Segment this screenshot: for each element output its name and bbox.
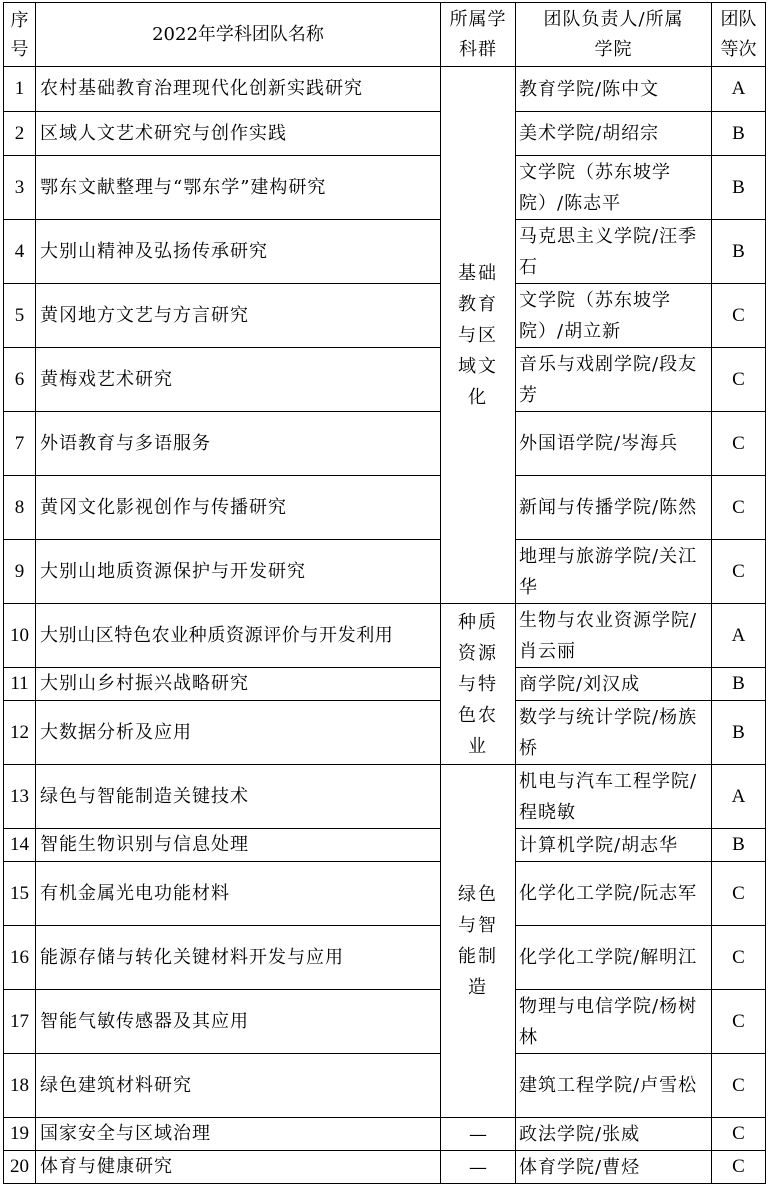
row-grade: A bbox=[712, 604, 766, 668]
row-leader: 计算机学院/胡志华 bbox=[516, 829, 712, 862]
row-leader: 机电与汽车工程学院/程晓敏 bbox=[516, 765, 712, 829]
table-row bbox=[4, 476, 766, 540]
row-leader: 体育学院/曹烃 bbox=[516, 1151, 712, 1184]
table-row bbox=[4, 701, 766, 765]
row-name: 鄂东文献整理与“鄂东学”建构研究 bbox=[36, 156, 441, 220]
row-grade: B bbox=[712, 829, 766, 862]
row-no: 5 bbox=[4, 284, 36, 348]
row-grade: A bbox=[712, 765, 766, 829]
table-row bbox=[4, 412, 766, 476]
row-no: 9 bbox=[4, 540, 36, 604]
group-cell: 绿色与智能制造 bbox=[441, 765, 516, 1118]
row-no: 1 bbox=[4, 67, 36, 112]
row-grade: C bbox=[712, 926, 766, 990]
row-no: 2 bbox=[4, 112, 36, 156]
header-no: 序号 bbox=[4, 3, 36, 67]
row-name: 有机金属光电功能材料 bbox=[36, 862, 441, 926]
row-grade: A bbox=[712, 67, 766, 112]
row-leader: 政法学院/张威 bbox=[516, 1118, 712, 1151]
row-name: 绿色与智能制造关键技术 bbox=[36, 765, 441, 829]
row-leader: 物理与电信学院/杨树林 bbox=[516, 990, 712, 1054]
row-name: 黄梅戏艺术研究 bbox=[36, 348, 441, 412]
row-leader: 外国语学院/岑海兵 bbox=[516, 412, 712, 476]
row-name: 大别山精神及弘扬传承研究 bbox=[36, 220, 441, 284]
row-leader: 教育学院/陈中文 bbox=[516, 67, 712, 112]
table-row bbox=[4, 1054, 766, 1118]
row-no: 18 bbox=[4, 1054, 36, 1118]
group-cell: 种质资源与特色农业 bbox=[441, 604, 516, 765]
group-cell: — bbox=[441, 1118, 516, 1151]
table-row bbox=[4, 1118, 766, 1151]
row-grade: B bbox=[712, 112, 766, 156]
teams-table bbox=[3, 2, 766, 1184]
table-row bbox=[4, 990, 766, 1054]
table-row bbox=[4, 284, 766, 348]
row-no: 8 bbox=[4, 476, 36, 540]
row-grade: C bbox=[712, 1151, 766, 1184]
row-no: 11 bbox=[4, 668, 36, 701]
table-row bbox=[4, 862, 766, 926]
group-cell: — bbox=[441, 1151, 516, 1184]
row-leader: 数学与统计学院/杨族桥 bbox=[516, 701, 712, 765]
row-leader: 化学化工学院/解明江 bbox=[516, 926, 712, 990]
header-group: 所属学科群 bbox=[441, 3, 516, 67]
table-row bbox=[4, 926, 766, 990]
row-name: 体育与健康研究 bbox=[36, 1151, 441, 1184]
row-name: 区域人文艺术研究与创作实践 bbox=[36, 112, 441, 156]
row-grade: C bbox=[712, 476, 766, 540]
row-name: 黄冈文化影视创作与传播研究 bbox=[36, 476, 441, 540]
row-no: 4 bbox=[4, 220, 36, 284]
table-row bbox=[4, 220, 766, 284]
table-row bbox=[4, 112, 766, 156]
row-grade: C bbox=[712, 540, 766, 604]
row-leader: 文学院（苏东坡学院）/陈志平 bbox=[516, 156, 712, 220]
row-no: 14 bbox=[4, 829, 36, 862]
row-grade: C bbox=[712, 348, 766, 412]
header-leader: 团队负责人/所属学院 bbox=[516, 3, 712, 67]
row-name: 大别山乡村振兴战略研究 bbox=[36, 668, 441, 701]
row-no: 3 bbox=[4, 156, 36, 220]
row-name: 智能气敏传感器及其应用 bbox=[36, 990, 441, 1054]
row-leader: 生物与农业资源学院/肖云丽 bbox=[516, 604, 712, 668]
row-no: 6 bbox=[4, 348, 36, 412]
row-leader: 马克思主义学院/汪季石 bbox=[516, 220, 712, 284]
row-no: 12 bbox=[4, 701, 36, 765]
row-name: 绿色建筑材料研究 bbox=[36, 1054, 441, 1118]
row-grade: B bbox=[712, 220, 766, 284]
row-leader: 文学院（苏东坡学院）/胡立新 bbox=[516, 284, 712, 348]
row-grade: B bbox=[712, 668, 766, 701]
header-row bbox=[4, 3, 766, 67]
table-row bbox=[4, 829, 766, 862]
row-name: 大别山地质资源保护与开发研究 bbox=[36, 540, 441, 604]
group-cell: 基础教育与区域文化 bbox=[441, 67, 516, 604]
row-leader: 建筑工程学院/卢雪松 bbox=[516, 1054, 712, 1118]
table-row bbox=[4, 1151, 766, 1184]
row-no: 7 bbox=[4, 412, 36, 476]
row-name: 国家安全与区域治理 bbox=[36, 1118, 441, 1151]
table-row bbox=[4, 67, 766, 112]
row-no: 16 bbox=[4, 926, 36, 990]
row-grade: C bbox=[712, 412, 766, 476]
row-leader: 地理与旅游学院/关江华 bbox=[516, 540, 712, 604]
row-no: 13 bbox=[4, 765, 36, 829]
header-name: 2022年学科团队名称 bbox=[36, 3, 441, 67]
row-grade: C bbox=[712, 284, 766, 348]
row-no: 20 bbox=[4, 1151, 36, 1184]
table-row bbox=[4, 348, 766, 412]
row-leader: 美术学院/胡绍宗 bbox=[516, 112, 712, 156]
row-leader: 化学化工学院/阮志军 bbox=[516, 862, 712, 926]
row-grade: B bbox=[712, 701, 766, 765]
row-grade: C bbox=[712, 862, 766, 926]
row-name: 大别山区特色农业种质资源评价与开发利用 bbox=[36, 604, 441, 668]
table-row bbox=[4, 668, 766, 701]
row-grade: C bbox=[712, 990, 766, 1054]
table-row bbox=[4, 604, 766, 668]
row-name: 外语教育与多语服务 bbox=[36, 412, 441, 476]
row-no: 17 bbox=[4, 990, 36, 1054]
row-leader: 新闻与传播学院/陈然 bbox=[516, 476, 712, 540]
table-row bbox=[4, 540, 766, 604]
row-no: 15 bbox=[4, 862, 36, 926]
header-grade: 团队等次 bbox=[712, 3, 766, 67]
row-no: 19 bbox=[4, 1118, 36, 1151]
row-grade: C bbox=[712, 1118, 766, 1151]
table-row bbox=[4, 765, 766, 829]
row-grade: B bbox=[712, 156, 766, 220]
row-name: 能源存储与转化关键材料开发与应用 bbox=[36, 926, 441, 990]
row-leader: 商学院/刘汉成 bbox=[516, 668, 712, 701]
row-name: 农村基础教育治理现代化创新实践研究 bbox=[36, 67, 441, 112]
row-name: 黄冈地方文艺与方言研究 bbox=[36, 284, 441, 348]
row-no: 10 bbox=[4, 604, 36, 668]
row-name: 智能生物识别与信息处理 bbox=[36, 829, 441, 862]
row-leader: 音乐与戏剧学院/段友芳 bbox=[516, 348, 712, 412]
row-name: 大数据分析及应用 bbox=[36, 701, 441, 765]
table-row bbox=[4, 156, 766, 220]
row-grade: C bbox=[712, 1054, 766, 1118]
